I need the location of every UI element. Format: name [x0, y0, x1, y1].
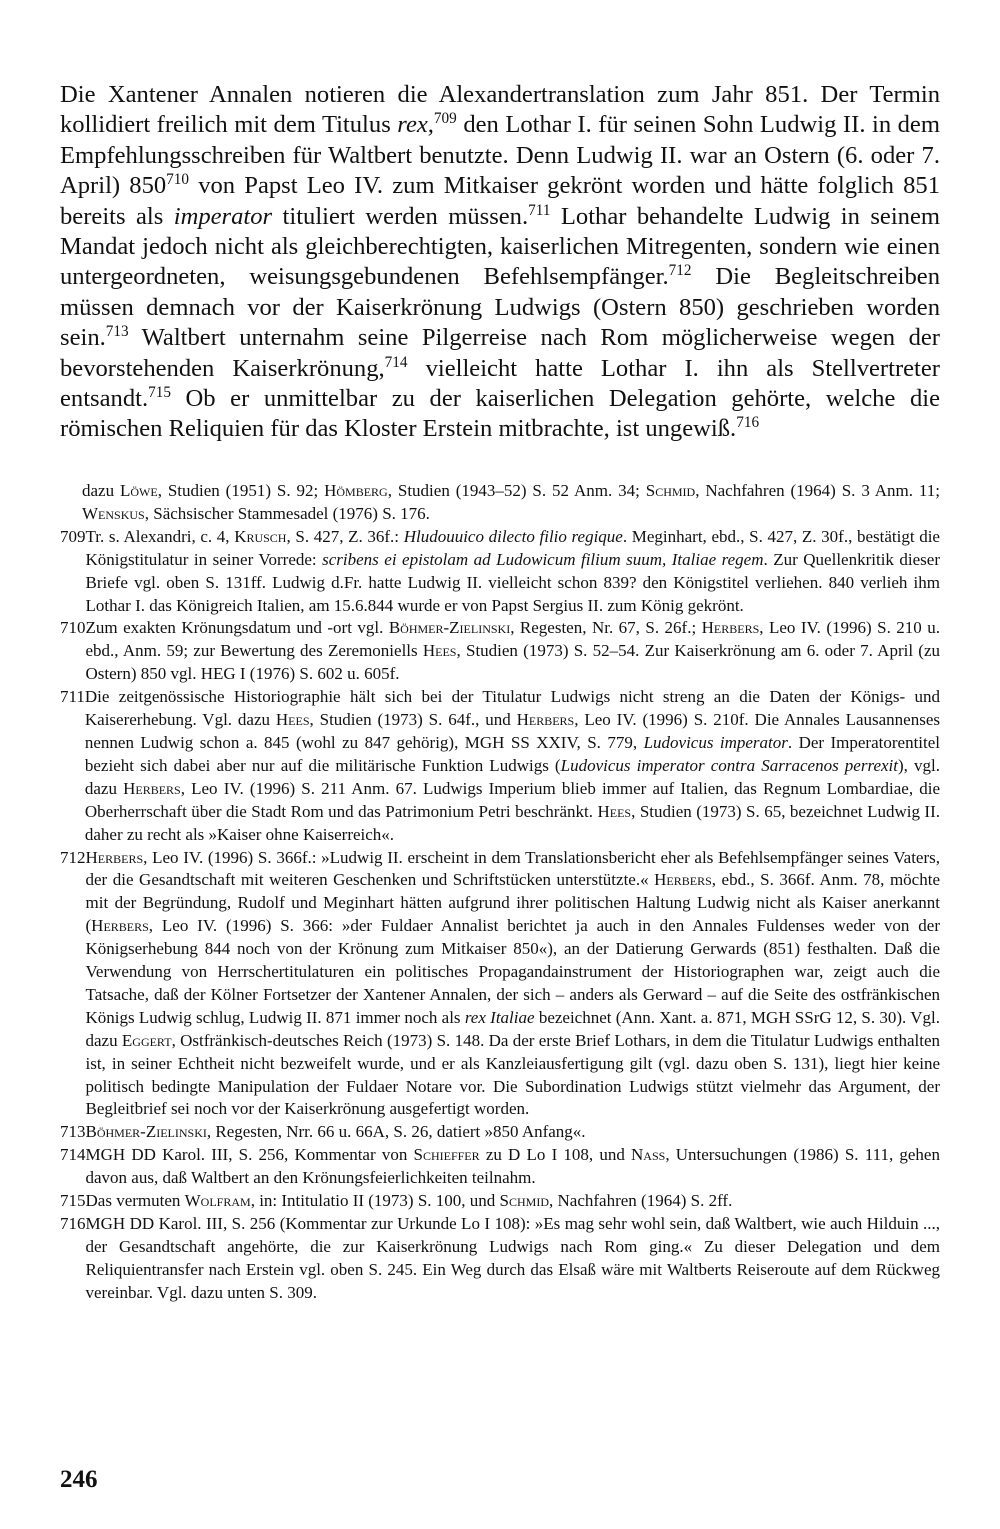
footnote-text: Tr. s. Alexandri, c. 4, Krusch, S. 427, Z. 36f.: Hludouuico dilecto filio regique. Meginhart, ebd., S. 427, Z. 30f., bestätigt die Königstitulatur in seiner Vorrede: scribens ei epistolam ad Ludowicum filium suum, Italiae regem. Zur Quellenkritik dieser Briefe vgl. oben S. 131ff. Ludwig d.Fr. hatte Ludwig II. vielleicht schon 839? den Königstitel verliehen. 840 verlieh ihm Lothar I. das Königreich Italien, am 15.6.844 wurde er von Papst Sergius II. zum König gekrönt.: [85, 526, 941, 615]
footnote-text: MGH DD Karol. III, S. 256, Kommentar von Schieffer zu D Lo I 108, und Nass, Untersuchungen (1986) S. 111, gehen davon aus, daß Waltbert an den Krönungsfeierlichkeiten teilnahm.: [85, 1145, 940, 1188]
footnotes: [60, 480, 940, 1305]
footnote-number: 715: [60, 1191, 86, 1211]
footnote-text: Herbers, Leo IV. (1996) S. 366f.: »Ludwig II. erscheint in dem Translationsbericht eher als Befehlsempfänger seines Vaters, der die Gesandtschaft mit weiteren Geschenken und Schriftstücken unterstützte.« Herbers, ebd., S. 366f. Anm. 78, möchte mit der Begründung, Rudolf und Meginhart hätten aufgrund ihrer politischen Haltung Ludwig nicht als Kaiser anerkannt (Herbers, Leo IV. (1996) S. 366: »der Fuldaer Annalist berichtet ja auch in den Annales Fuldenses weder von der Königserhebung 844 noch von der Krönung zum Mitkaiser 850«), an der Datierung Gerwards (851) festhalten. Daß die Verwendung von Herrschertitulaturen ein politisches Propagandainstrument der Historiographen war, zeigt auch die Tatsache, daß der Kölner Fortsetzer der Xantener Annalen, der sich – anders als Gerward – auf die Seite des ostfränkischen Königs Ludwig schlug, Ludwig II. 871 immer noch als rex Italiae bezeichnet (Ann. Xant. a. 871, MGH SSrG 12, S. 30). Vgl. dazu Eggert, Ostfränkisch-deutsches Reich (1973) S. 148. Da der erste Brief Lothars, in dem die Titulatur Ludwigs enthalten ist, in seiner Echtheit nicht bezweifelt wurde, und er als Kanzleiausfertigung gilt (vgl. dazu oben S. 131), liegt hier keine politisch bedingte Manipulation der Fuldaer Notare vor. Die Subordination Ludwigs stützt vielmehr das Argument, der Begleitbrief sei noch vor der Kaiserkrönung ausgefertigt worden.: [85, 847, 941, 1119]
footnote-ref: 709: [433, 110, 457, 128]
footnote-ref: 714: [384, 353, 408, 371]
footnote-714: [60, 1144, 940, 1190]
footnote-715: [60, 1190, 940, 1213]
footnote-712: [60, 847, 940, 1122]
footnote-number: 716: [60, 1214, 86, 1233]
footnote-ref: 713: [105, 323, 129, 341]
main-paragraph: Die Xantener Annalen notieren die Alexandertranslation zum Jahr 851. Der Termin kollidiert freilich mit dem Titulus rex,$^{709}$ den Lothar I. für seinen Sohn Ludwig II. in dem Empfehlungsschreiben für Waltbert benutzte. Denn Ludwig II. war an Ostern (6. oder 7. April) $850^{710}$ von Papst Leo IV. zum Mitkaiser gekrönt worden und hätte folglich 851 bereits als imperator tituliert werden müssen.$^{711}$ Lothar behandelte Ludwig in seinem Mandat jedoch nicht als gleichberechtigten, kaiserlichen Mitregenten, sondern wie einen untergeordneten, weisungsgebundenen Befehlsempfänger.$^{712}$ Die Begleitschreiben müssen demnach vor der Kaiserkrönung Ludwigs (Ostern 850) geschrieben worden sein.$^{713}$ Waltbert unternahm seine Pilgerreise nach Rom möglicherweise wegen der bevorstehenden Kaiserkrönung,$^{714}$ vielleicht hatte Lothar I. ihn als Stellvertreter entsandt.$^{715}$ Ob er unmittelbar zu der kaiserlichen Delegation gehörte, welche die römischen Reliquien für das Kloster Erstein mitbrachte, ist ungewiß.$^{716}$: [60, 81, 940, 443]
footnote-ref: 715: [148, 383, 171, 401]
footnote-number: 711: [60, 687, 85, 707]
page-number: 246: [60, 1466, 98, 1493]
footnote-text: Böhmer-Zielinski, Regesten, Nrr. 66 u. 66A, S. 26, datiert »850 Anfang«.: [85, 1122, 586, 1142]
footnote-text: Zum exakten Krönungsdatum und -ort vgl. Böhmer-Zielinski, Regesten, Nr. 67, S. 26f.; Herbers, Leo IV. (1996) S. 210 u. ebd., Anm. 59; zur Bewertung des Zeremoniells Hees, Studien (1973) S. 52–54. Zur Kaiserkrönung am 6. oder 7. April (zu Ostern) 850 vgl. HEG I (1976) S. 602 u. 605f.: [85, 618, 941, 684]
footnote-713: [60, 1121, 940, 1144]
footnote-number: 710: [60, 618, 86, 638]
footnote-number: 714: [60, 1145, 86, 1165]
footnote-716: [60, 1213, 940, 1305]
main-text: [60, 80, 940, 445]
footnote-ref: 712: [668, 262, 692, 280]
footnote-number: 709: [60, 526, 86, 546]
footnote-number: 712: [60, 847, 86, 867]
footnote-710: [60, 617, 940, 686]
footnote-text: Das vermuten Wolfram, in: Intitulatio II (1973) S. 100, und Schmid, Nachfahren (1964) S. 2ff.: [85, 1191, 733, 1211]
footnote-ref: 716: [736, 414, 760, 432]
footnote-text: MGH DD Karol. III, S. 256 (Kommentar zur Urkunde Lo I 108): »Es mag sehr wohl sein, daß Waltbert, wie auch Hilduin ..., der Gesandtschaft angehörte, die zur Kaiserkrönung Ludwigs nach Rom ging.« Zu dieser Delegation und dem Reliquientransfer nach Erstein vgl. oben S. 245. Ein Weg durch das Elsaß wäre mit Waltberts Reiseroute auf dem Rückweg vereinbar. Vgl. dazu unten S. 309.: [85, 1214, 940, 1302]
footnote-ref: 711: [528, 201, 551, 219]
footnote-ref: 710: [166, 171, 190, 189]
footnote-709: [60, 526, 940, 618]
footnote-number: 713: [60, 1122, 86, 1142]
footnote-711: [60, 686, 940, 846]
footnote-text: Die zeitgenössische Historiographie hält sich bei der Titulatur Ludwigs nicht streng an die Daten der Königs- und Kaisererhebung. Vgl. dazu Hees, Studien (1973) S. 64f., und Herbers, Leo IV. (1996) S. 210f. Die Annales Lausannenses nennen Ludwig schon a. 845 (wohl zu 847 gehörig), MGH SS XXIV, S. 779, Ludovicus imperator. Der Imperatorentitel bezieht sich dabei aber nur auf die militärische Funktion Ludwigs (Ludovicus imperator contra Sarracenos perrexit), vgl. dazu Herbers, Leo IV. (1996) S. 211 Anm. 67. Ludwigs Imperium blieb immer auf Italien, das Regnum Lombardiae, die Oberherrschaft über die Stadt Rom und das Patrimonium Petri beschränkt. Hees, Studien (1973) S. 65, bezeichnet Ludwig II. daher zu recht als »Kaiser ohne Kaiserreich«.: [84, 687, 941, 844]
footnote-continuation: dazu Löwe, Studien (1951) S. 92; Hömberg, Studien (1943–52) S. 52 Anm. 34; Schmid, Nachfahren (1964) S. 3 Anm. 11; Wenskus, Sächsischer Stammesadel (1976) S. 176.: [82, 481, 941, 523]
